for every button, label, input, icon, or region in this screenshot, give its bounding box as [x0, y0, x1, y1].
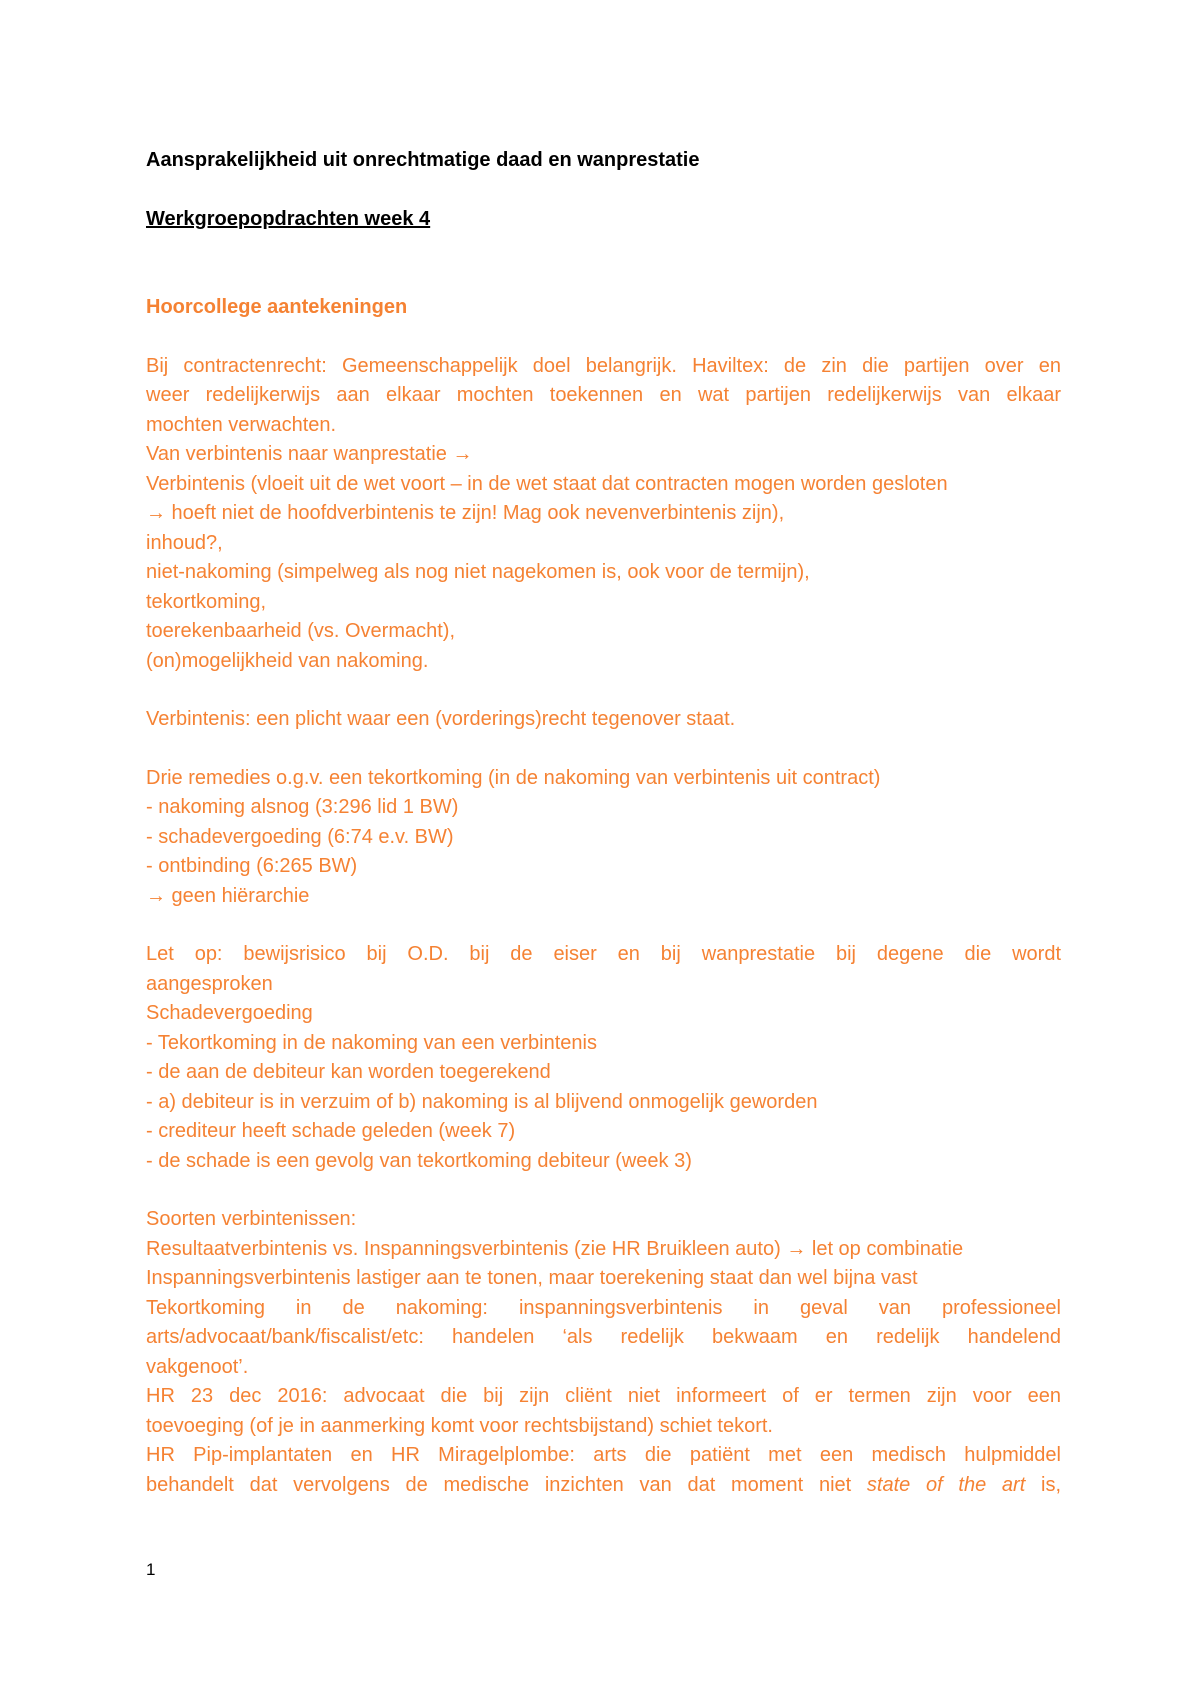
text-line: → geen hiërarchie — [146, 884, 310, 907]
text-line: HR 23 dec 2016: advocaat die bij zijn cliënt niet informeert of er termen zijn voor een — [146, 1385, 1061, 1407]
document-title: Aansprakelijkheid uit onrechtmatige daad en wanprestatie — [146, 149, 700, 171]
italic-term: state of the art — [866, 1473, 1026, 1496]
text-line: vakgenoot’. — [146, 1355, 249, 1378]
section-heading: Hoorcollege aantekeningen — [146, 296, 408, 318]
text-line: tekortkoming, — [146, 590, 267, 613]
document-body — [146, 146, 1061, 1500]
text-line: weer redelijkerwijs aan elkaar mochten toekennen en wat partijen redelijkerwijs van elkaar — [146, 384, 1061, 406]
text-line — [146, 1471, 1061, 1501]
text-line: aangesproken — [146, 972, 273, 995]
list-item: - schadevergoeding (6:74 e.v. BW) — [146, 825, 454, 848]
list-item: - Tekortkoming in de nakoming van een verbintenis — [146, 1031, 597, 1054]
list-item: - nakoming alsnog (3:296 lid 1 BW) — [146, 796, 459, 818]
text-line: arts/advocaat/bank/fiscalist/etc: handelen ‘als redelijk bekwaam en redelijk handelend — [146, 1326, 1061, 1348]
text-line: Van verbintenis naar wanprestatie → — [146, 443, 473, 465]
paragraph-verbintenis — [146, 705, 1061, 735]
text-line: (on)mogelijkheid van nakoming. — [146, 649, 429, 672]
paragraph-bewijsrisico — [146, 940, 1061, 1176]
text-segment: is, — [1041, 1473, 1061, 1496]
paragraph-soorten-verbintenissen — [146, 1205, 1061, 1500]
paragraph-remedies — [146, 764, 1061, 912]
list-item: - de schade is een gevolg van tekortkoming debiteur (week 3) — [146, 1149, 692, 1172]
text-line: Inspanningsverbintenis lastiger aan te tonen, maar toerekening staat dan wel bijna vast — [146, 1267, 918, 1289]
text-line: Soorten verbintenissen: — [146, 1208, 357, 1230]
text-segment: behandelt dat vervolgens de medische inzichten van dat moment niet — [146, 1473, 852, 1496]
text-line: toerekenbaarheid (vs. Overmacht), — [146, 620, 456, 642]
list-item: - crediteur heeft schade geleden (week 7) — [146, 1120, 516, 1142]
text-line: → hoeft niet de hoofdverbintenis te zijn! Mag ook nevenverbintenis zijn), — [146, 502, 785, 524]
paragraph-contractenrecht — [146, 352, 1061, 677]
text-line: Drie remedies o.g.v. een tekortkoming (in de nakoming van verbintenis uit contract) — [146, 766, 881, 789]
text-line: Verbintenis (vloeit uit de wet voort – in de wet staat dat contracten mogen worden gesloten — [146, 472, 948, 495]
list-item: - de aan de debiteur kan worden toegerekend — [146, 1061, 551, 1083]
text-line: toevoeging (of je in aanmerking komt voor rechtsbijstand) schiet tekort. — [146, 1414, 773, 1437]
text-line: niet-nakoming (simpelweg als nog niet nagekomen is, ook voor de termijn), — [146, 561, 810, 583]
list-item: - a) debiteur is in verzuim of b) nakoming is al blijvend onmogelijk geworden — [146, 1090, 818, 1113]
text-line: mochten verwachten. — [146, 413, 337, 436]
text-line: inhoud?, — [146, 531, 223, 554]
text-line: HR Pip-implantaten en HR Miragelplombe: arts die patiënt met een medisch hulpmiddel — [146, 1444, 1061, 1466]
text-line: Schadevergoeding — [146, 1002, 313, 1024]
document-subtitle: Werkgroepopdrachten week 4 — [146, 207, 431, 230]
page-number: 1 — [146, 1560, 156, 1579]
text-line: Let op: bewijsrisico bij O.D. bij de eiser en bij wanprestatie bij degene die wordt — [146, 943, 1061, 965]
text-line: Resultaatverbintenis vs. Inspanningsverbintenis (zie HR Bruikleen auto) → let op combinatie — [146, 1237, 964, 1260]
text-line: Bij contractenrecht: Gemeenschappelijk doel belangrijk. Haviltex: de zin die partijen over en — [146, 354, 1061, 377]
text-line: Tekortkoming in de nakoming: inspanningsverbintenis in geval van professioneel — [146, 1296, 1061, 1319]
text-line: Verbintenis: een plicht waar een (vorderings)recht tegenover staat. — [146, 708, 736, 730]
list-item: - ontbinding (6:265 BW) — [146, 855, 358, 877]
